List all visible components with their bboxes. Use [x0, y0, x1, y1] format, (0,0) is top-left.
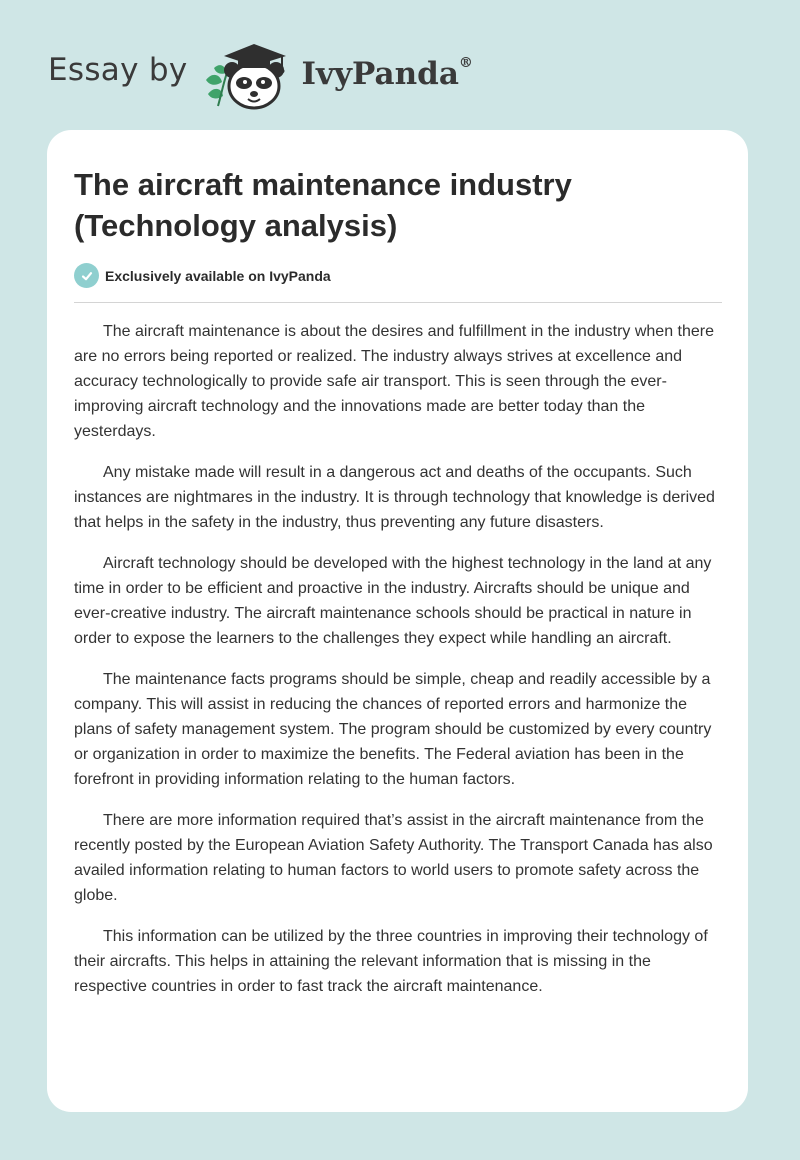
exclusive-badge [74, 263, 331, 288]
brand-logo-text[interactable]: IvyPanda® [301, 54, 473, 92]
panda-graduate-icon [202, 36, 294, 112]
paragraph: Any mistake made will result in a dangerous act and deaths of the occupants. Such instances are nightmares in the industry. It is through technology that knowledge is derived that helps in the safety in the industry, thus preventing any future disasters. [74, 464, 715, 531]
essay-card [47, 130, 748, 1112]
page-title: The aircraft maintenance industry (Technology analysis) [74, 167, 572, 243]
badge-label: Exclusively available on IvyPanda [105, 267, 331, 284]
essay-by-label: Essay by [48, 52, 188, 88]
check-icon [74, 263, 99, 288]
site-header [48, 34, 473, 114]
divider [74, 302, 722, 303]
paragraph: This information can be utilized by the three countries in improving their technology of their aircrafts. This helps in attaining the relevant information that is missing in the respective countries in order to fast track the aircraft maintenance. [74, 928, 708, 995]
paragraph: The aircraft maintenance is about the desires and fulfillment in the industry when there are no errors being reported or realized. The industry always strives at excellence and accuracy technologically to provide safe air transport. This is seen through the ever-improving aircraft technology and the innovations made are better today than the yesterdays. [74, 323, 714, 440]
essay-body [74, 319, 726, 1015]
paragraph: The maintenance facts programs should be simple, cheap and readily accessible by a company. This will assist in reducing the chances of reported errors and harmonize the plans of safety management system. The program should be customized by every country or organization in order to maximize the benefits. The Federal aviation has been in the forefront in providing information relating to the human factors. [74, 671, 712, 788]
paragraph: Aircraft technology should be developed with the highest technology in the land at any time in order to be efficient and proactive in the industry. Aircrafts should be unique and ever-creative industry. The aircraft maintenance schools should be practical in nature in order to expose the learners to the challenges they expect while handling an aircraft. [74, 555, 712, 647]
paragraph: There are more information required that’s assist in the aircraft maintenance from the recently posted by the European Aviation Safety Authority. The Transport Canada has also availed information relating to human factors to world users to promote safety across the globe. [74, 812, 713, 904]
